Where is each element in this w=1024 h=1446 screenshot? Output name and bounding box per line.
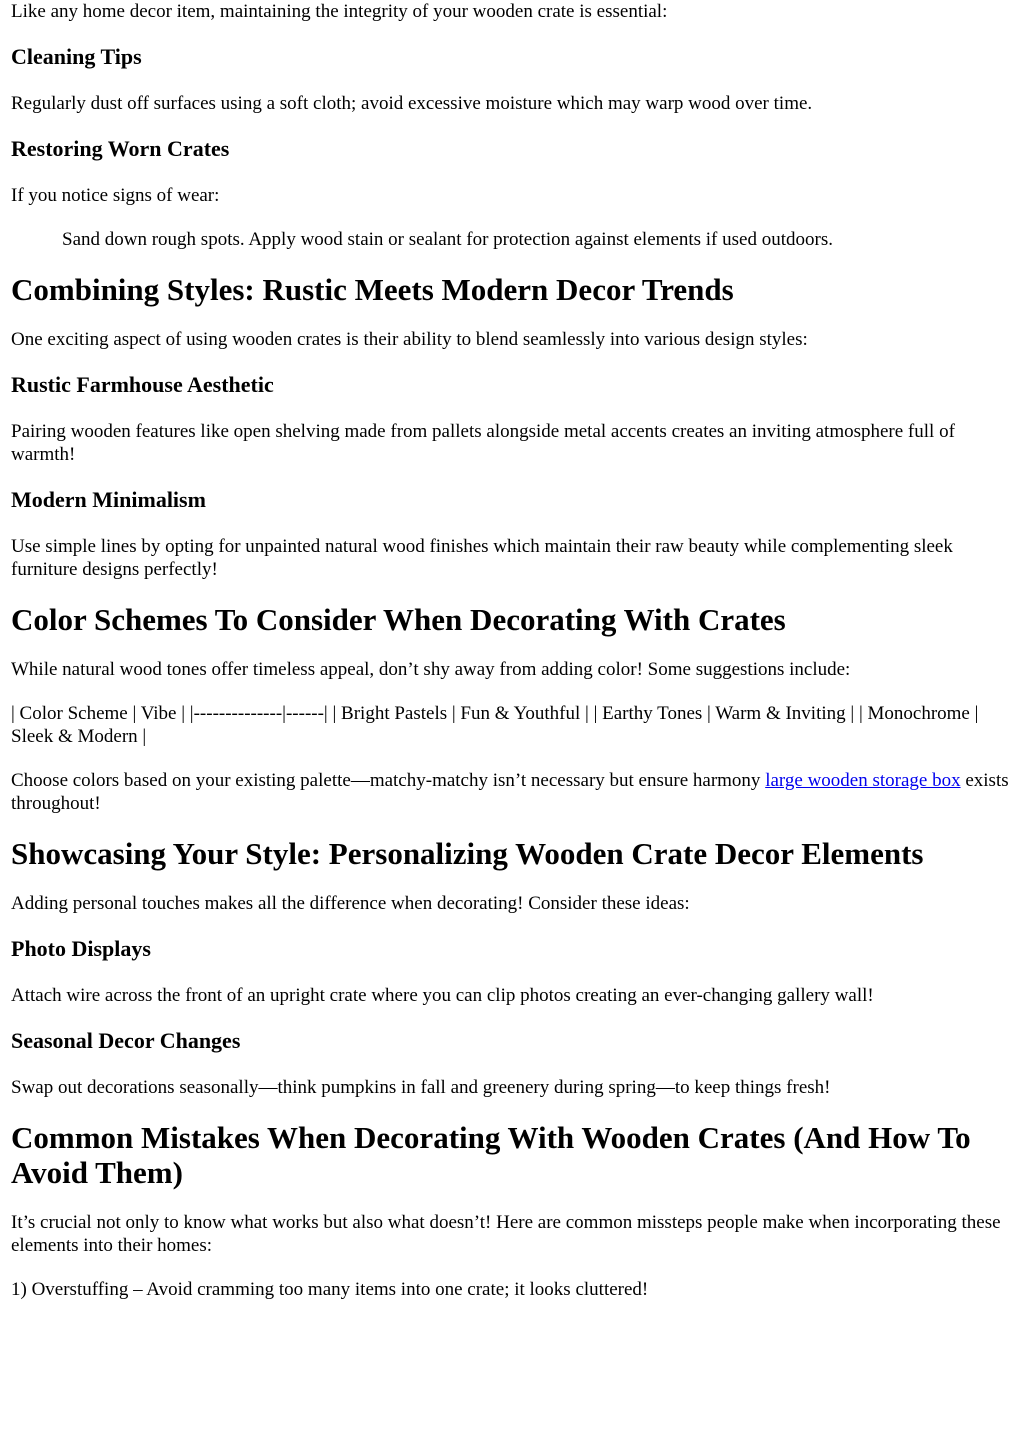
seasonal-decor-heading: Seasonal Decor Changes (11, 1028, 241, 1053)
modern-minimalism-paragraph: Use simple lines by opting for unpainted natural wood finishes which maintain their raw beauty while complementing sleek furniture designs perfectly! (11, 536, 953, 580)
photo-displays-heading: Photo Displays (11, 936, 151, 961)
color-schemes-heading: Color Schemes To Consider When Decorating With Crates (11, 602, 786, 637)
restoring-crates-paragraph: If you notice signs of wear: (11, 185, 220, 206)
large-wooden-storage-box-link[interactable]: large wooden storage box (765, 770, 961, 791)
showcasing-style-heading: Showcasing Your Style: Personalizing Wooden Crate Decor Elements (11, 836, 924, 871)
choose-colors-text-before: Choose colors based on your existing palette—matchy-matchy isn’t necessary but ensure harmony (11, 770, 766, 791)
restoring-steps-quote: Sand down rough spots. Apply wood stain or sealant for protection against elements if used outdoors. (62, 229, 833, 250)
mistake-item-overstuffing: 1) Overstuffing – Avoid cramming too many items into one crate; it looks cluttered! (11, 1279, 649, 1300)
combining-styles-heading: Combining Styles: Rustic Meets Modern Decor Trends (11, 272, 734, 307)
modern-minimalism-heading: Modern Minimalism (11, 487, 206, 512)
combining-styles-paragraph: One exciting aspect of using wooden crates is their ability to blend seamlessly into various design styles: (11, 329, 808, 350)
rustic-farmhouse-paragraph: Pairing wooden features like open shelving made from pallets alongside metal accents creates an inviting atmosphere full of warmth! (11, 421, 955, 465)
common-mistakes-paragraph: It’s crucial not only to know what works but also what doesn’t! Here are common missteps people make when incorporating these elements into their homes: (11, 1212, 1001, 1256)
cleaning-tips-paragraph: Regularly dust off surfaces using a soft cloth; avoid excessive moisture which may warp wood over time. (11, 93, 813, 114)
rustic-farmhouse-heading: Rustic Farmhouse Aesthetic (11, 372, 274, 397)
common-mistakes-heading: Common Mistakes When Decorating With Wooden Crates (And How To Avoid Them) (11, 1120, 971, 1190)
cleaning-tips-heading: Cleaning Tips (11, 44, 142, 69)
seasonal-decor-paragraph: Swap out decorations seasonally—think pumpkins in fall and greenery during spring—to keep things fresh! (11, 1077, 831, 1098)
color-scheme-table-text: | Color Scheme | Vibe | |--------------|------| | Bright Pastels | Fun & Youthful | | Earthy Tones | Warm & Inviting | | Monochrome | Sleek & Modern | (11, 703, 979, 747)
restoring-crates-heading: Restoring Worn Crates (11, 136, 230, 161)
choose-colors-paragraph (11, 769, 1013, 815)
intro-paragraph: Like any home decor item, maintaining the integrity of your wooden crate is essential: (11, 1, 668, 22)
choose-colors-text-after: exists throughout! (11, 770, 1009, 814)
showcasing-style-paragraph: Adding personal touches makes all the difference when decorating! Consider these ideas: (11, 893, 690, 914)
photo-displays-paragraph: Attach wire across the front of an upright crate where you can clip photos creating an ever-changing gallery wall! (11, 985, 874, 1006)
color-schemes-paragraph: While natural wood tones offer timeless appeal, don’t shy away from adding color! Some suggestions include: (11, 659, 851, 680)
